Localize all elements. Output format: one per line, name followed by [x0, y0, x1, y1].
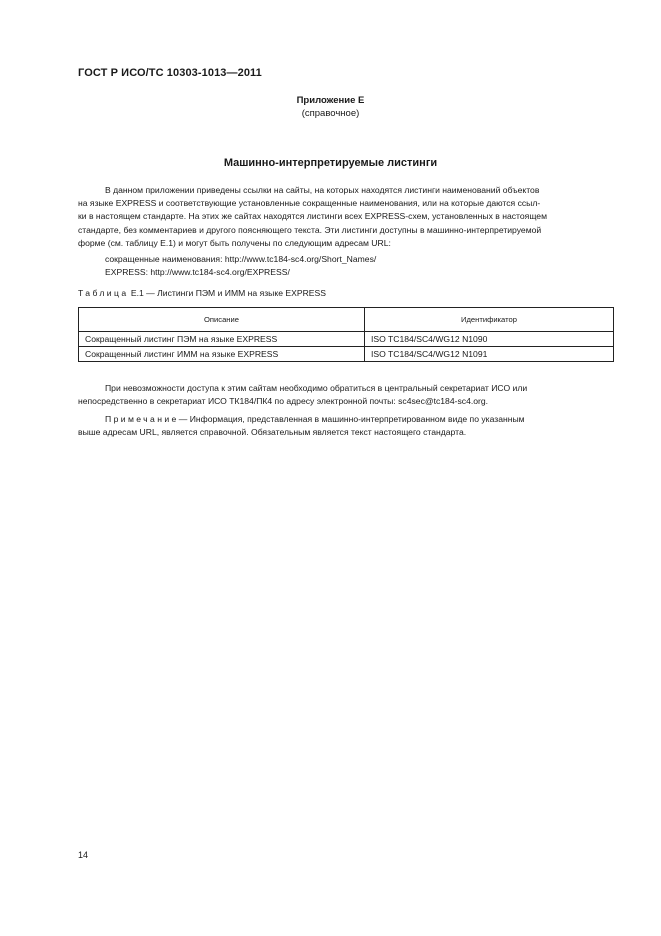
intro-line: стандарте, без комментариев и другого поясняющего текста. Эти листинги доступны в машинно-интерпретируемой — [78, 224, 542, 235]
intro-paragraph — [78, 184, 614, 250]
url-list — [105, 253, 376, 279]
contact-line: При невозможности доступа к этим сайтам необходимо обратиться в центральный секретариат ИСО или — [105, 383, 528, 393]
table-header-row — [79, 308, 614, 332]
table-cell-description: Сокращенный листинг ИММ на языке EXPRESS — [79, 347, 365, 362]
note-paragraph — [78, 413, 614, 439]
document-code: ГОСТ Р ИСО/ТС 10303-1013—2011 — [78, 67, 262, 79]
intro-line: В данном приложении приведены ссылки на сайты, на которых находятся листинги наименований объектов — [105, 185, 540, 195]
table-cell-description: Сокращенный листинг ПЭМ на языке EXPRESS — [79, 332, 365, 347]
section-title: Машинно-интерпретируемые листинги — [223, 157, 438, 169]
table-row — [79, 347, 614, 362]
intro-line: ки в настоящем стандарте. На этих же сайтах находятся листинги всех EXPRESS-схем, установленных в настоящем — [78, 211, 547, 222]
note-text: — Информация, представленная в машинно-интерпретированном виде по указанным — [178, 414, 525, 424]
note-line — [78, 413, 614, 426]
annex-subtitle: (справочное) — [301, 108, 360, 119]
intro-line: форме (см. таблицу Е.1) и могут быть получены по следующим адресам URL: — [78, 237, 391, 248]
short-names-url[interactable]: сокращенные наименования: http://www.tc184-sc4.org/Short_Names/ — [105, 254, 377, 264]
table-caption-word: Таблица — [78, 288, 129, 298]
listings-table — [78, 307, 614, 362]
table-caption-text: Е.1 — Листинги ПЭМ и ИММ на языке EXPRESS — [130, 288, 326, 298]
column-header-description: Описание — [79, 308, 365, 332]
page-number: 14 — [78, 850, 89, 860]
table-cell-identifier: ISO TC184/SC4/WG12 N1090 — [365, 332, 614, 347]
table-caption — [78, 288, 326, 298]
express-url[interactable]: EXPRESS: http://www.tc184-sc4.org/EXPRESS/ — [105, 267, 290, 278]
annex-title: Приложение Е — [296, 95, 365, 106]
contact-line: непосредственно в секретариат ИСО ТК184/ПК4 по адресу электронной почты: sc4sec@tc184-sc4.org. — [78, 396, 489, 407]
table-cell-identifier: ISO TC184/SC4/WG12 N1091 — [365, 347, 614, 362]
table-row — [79, 332, 614, 347]
note-label: Примечание — [105, 414, 179, 424]
intro-line: на языке EXPRESS и соответствующие установленные сокращенные наименования, или на которые даются ссыл- — [78, 198, 541, 209]
note-line: выше адресам URL, является справочной. Обязательным является текст настоящего стандарта. — [78, 427, 467, 438]
column-header-identifier: Идентификатор — [365, 308, 614, 332]
contact-paragraph — [78, 382, 614, 408]
